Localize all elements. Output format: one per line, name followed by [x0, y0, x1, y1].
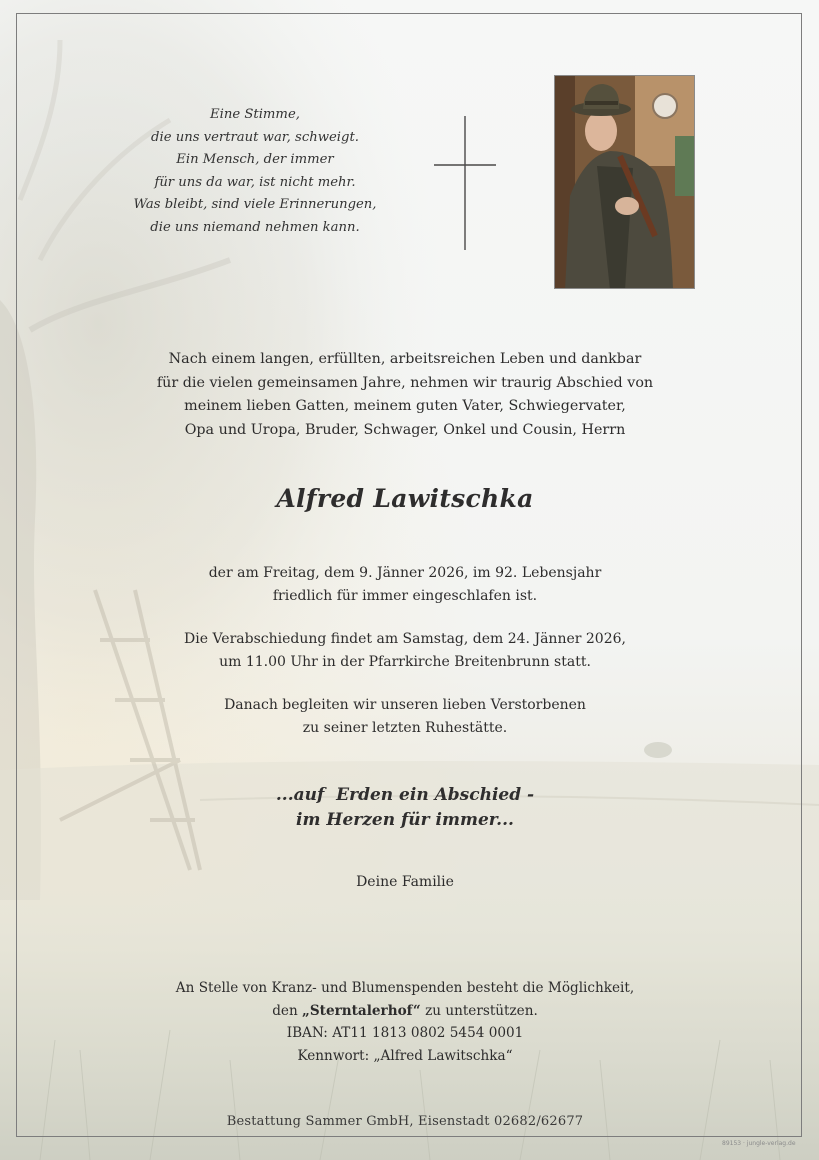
donation-suffix: zu unterstützen. — [420, 1002, 538, 1019]
donation-keyword: Kennwort: „Alfred Lawitschka“ — [297, 1047, 513, 1064]
family-signature: Deine Familie — [356, 874, 454, 890]
poem-line: für uns da war, ist nicht mehr. — [154, 174, 356, 190]
death-notice — [100, 562, 710, 608]
funeral-home-footer: Bestattung Sammer GmbH, Eisenstadt 02682/62677 — [226, 1114, 584, 1129]
ceremony-info — [100, 628, 710, 674]
cross-icon — [430, 116, 500, 250]
portrait-photo — [554, 75, 695, 289]
donation-prefix: den — [272, 1002, 303, 1019]
intro-line: meinem lieben Gatten, meinem guten Vater, Schwiegervater, — [184, 398, 626, 414]
poem-line: die uns vertraut war, schweigt. — [151, 129, 359, 145]
burial-line: Danach begleiten wir unseren lieben Verstorbenen — [224, 697, 586, 713]
print-code: 89153 · jungle-verlag.de — [722, 1140, 796, 1147]
intro-line: für die vielen gemeinsamen Jahre, nehmen wir traurig Abschied von — [156, 374, 654, 391]
motto-line: im Herzen für immer... — [296, 810, 514, 830]
poem-line: Eine Stimme, — [210, 107, 300, 122]
death-line: der am Freitag, dem 9. Jänner 2026, im 92. Lebensjahr — [208, 565, 602, 581]
poem-line: die uns niemand nehmen kann. — [150, 219, 360, 235]
iban: IBAN: AT11 1813 0802 5454 0001 — [286, 1025, 524, 1041]
donation-line: An Stelle von Kranz- und Blumenspenden besteht die Möglichkeit, — [175, 980, 635, 996]
burial-info — [100, 694, 710, 740]
intro-line: Nach einem langen, erfüllten, arbeitsreichen Leben und dankbar — [168, 351, 642, 367]
donation-recipient-line — [100, 1000, 710, 1023]
burial-line: zu seiner letzten Ruhestätte. — [302, 720, 508, 736]
ceremony-line: Die Verabschiedung findet am Samstag, dem 24. Jänner 2026, — [184, 631, 626, 647]
motto-line: ...auf Erden ein Abschied - — [275, 785, 535, 805]
memorial-poem — [110, 104, 400, 239]
ceremony-line: um 11.00 Uhr in der Pfarrkirche Breitenbrunn statt. — [219, 654, 591, 670]
intro-line: Opa und Uropa, Bruder, Schwager, Onkel und Cousin, Herrn — [184, 421, 626, 438]
poem-line: Ein Mensch, der immer — [176, 152, 334, 167]
death-line: friedlich für immer eingeschlafen ist. — [272, 588, 538, 604]
poem-line: Was bleibt, sind viele Erinnerungen, — [133, 197, 377, 212]
deceased-name: Alfred Lawitschka — [276, 484, 534, 513]
obituary-intro — [100, 348, 710, 442]
donation-notice — [100, 977, 710, 1067]
donation-recipient: „Sterntalerhof“ — [302, 1002, 421, 1019]
memorial-motto — [150, 783, 660, 833]
